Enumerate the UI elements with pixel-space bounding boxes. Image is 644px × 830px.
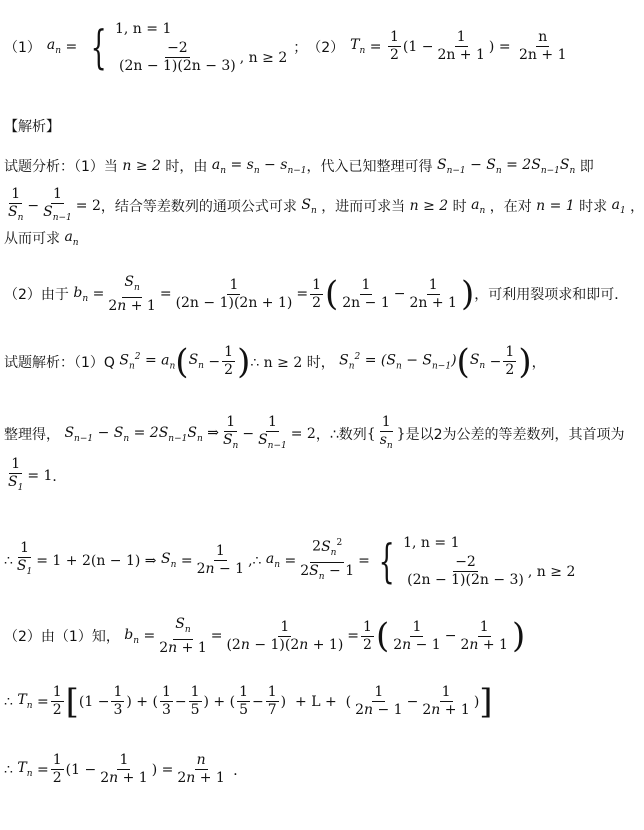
answer-line: （1） $a_n$ = { 1, n = 1 $\frac{-2}{(2n - 1)(2n - 3)}$ , n ≥ 2 ； （2） $T_n$ = $\frac{1}{2}$ (1 − $\frac{1}{2n + 1}$ ) = $\frac{n}{2n + 1}$ — [4, 19, 567, 74]
solution-line-5: （2）由（1）知， $b_n$ = $\frac{S_n}{2n + 1}$ = $\frac{1}{(2n - 1)(2n + 1)}$ = $\frac{1}{2}$ ( $\frac{1}{2n - 1}$ − $\frac{1}{2n + 1}$ ) — [4, 616, 526, 657]
half-fraction: $\frac{1}{2}$ — [389, 29, 399, 63]
jiexi-heading: 【解析】 — [4, 119, 60, 135]
answer-part1-label: （1） — [4, 39, 41, 56]
case-1: 1, n = 1 — [115, 21, 172, 37]
solution-line-6: ∴ $T_n$ = $\frac{1}{2}$ [ (1 − $\frac{1}{3}$ ) + ( $\frac{1}{3}$ − $\frac{1}{5}$ ) + ( $\frac{1}{5}$ − $\frac{1}{7}$ ) + L + ( $\frac{1}{2n - 1}$ − $\frac{1}{2n + 1}$ ) ] — [4, 681, 493, 722]
left-brace: { — [90, 19, 107, 74]
solution-line-2: 整理得， $S_{n-1} - S_n = 2S_{n-1}S_n$ ⇒ $\frac{1}{S_n}$ − $\frac{1}{S_{n-1}}$ = 2 ，∴数列 { $\frac{1}{s_n}$ } 是以2为公差的等差数列，其首项为 — [4, 414, 625, 451]
analysis-line-4: （2）由于 $b_n$ = $\frac{S_n}{2n + 1}$ = $\frac{1}{(2n - 1)(2n + 1)}$ = $\frac{1}{2}$ ( $\frac{1}{2n - 1}$ − $\frac{1}{2n + 1}$ ) ，可利用裂项求和即可． — [4, 274, 629, 315]
solution-line-4: ∴ $\frac{1}{S_1}$ = 1 + 2(n − 1) ⇒ $S_n$ = $\frac{1}{2n - 1}$ , ∴ $a_n$ = $\frac{2S_n^2}{2S_n - 1}$ = { 1, n = 1 $\frac{-2}{(2n - 1)(2n - 3)}$ , n ≥ 2 — [4, 533, 576, 588]
analysis-line-1: 试题分析：（1）当 n ≥ 2 时，由 $a_n = s_n - s_{n-1}$ ，代入已知整理可得 $S_{n-1} - S_n = 2S_{n-1}S_n$ 即 — [4, 156, 594, 176]
an-symbol: $a_n$ — [46, 37, 62, 56]
piecewise-an — [115, 18, 287, 75]
analysis-line-3: 从而可求 $a_n$ — [4, 228, 79, 248]
analysis-line-2: $\frac{1}{S_n}$ − $\frac{1}{S_{n-1}}$ = 2 ，结合等差数列的通项公式可求 $S_n$ ，进而可求当 n ≥ 2 时 $a_n$ ，在对 n = 1 时求 $a_1$ ， — [8, 186, 644, 223]
solution-line-3: $\frac{1}{S_1}$ = 1 ． — [8, 456, 67, 493]
case-2: $\frac{-2}{(2n - 1)(2n - 3)}$ , n ≥ 2 — [119, 40, 288, 74]
piecewise-an-2: 1, n = 1 $\frac{-2}{(2n - 1)(2n - 3)}$ , n ≥ 2 — [403, 535, 576, 588]
solution-line-1: 试题解析：（1）Q $S_n^2 = a_n$ ( $S_n$ − $\frac{1}{2}$ ) ∴ n ≥ 2 时， $S_n^2 = (S_n - S_{n-1})$ ( $S_n$ − $\frac{1}{2}$ ) ， — [4, 341, 546, 382]
solution-line-7: ∴ $T_n$ = $\frac{1}{2}$ (1 − $\frac{1}{2n + 1}$ ) = $\frac{n}{2n + 1}$ ． — [4, 752, 248, 786]
answer-part2-label: （2） — [307, 39, 345, 56]
